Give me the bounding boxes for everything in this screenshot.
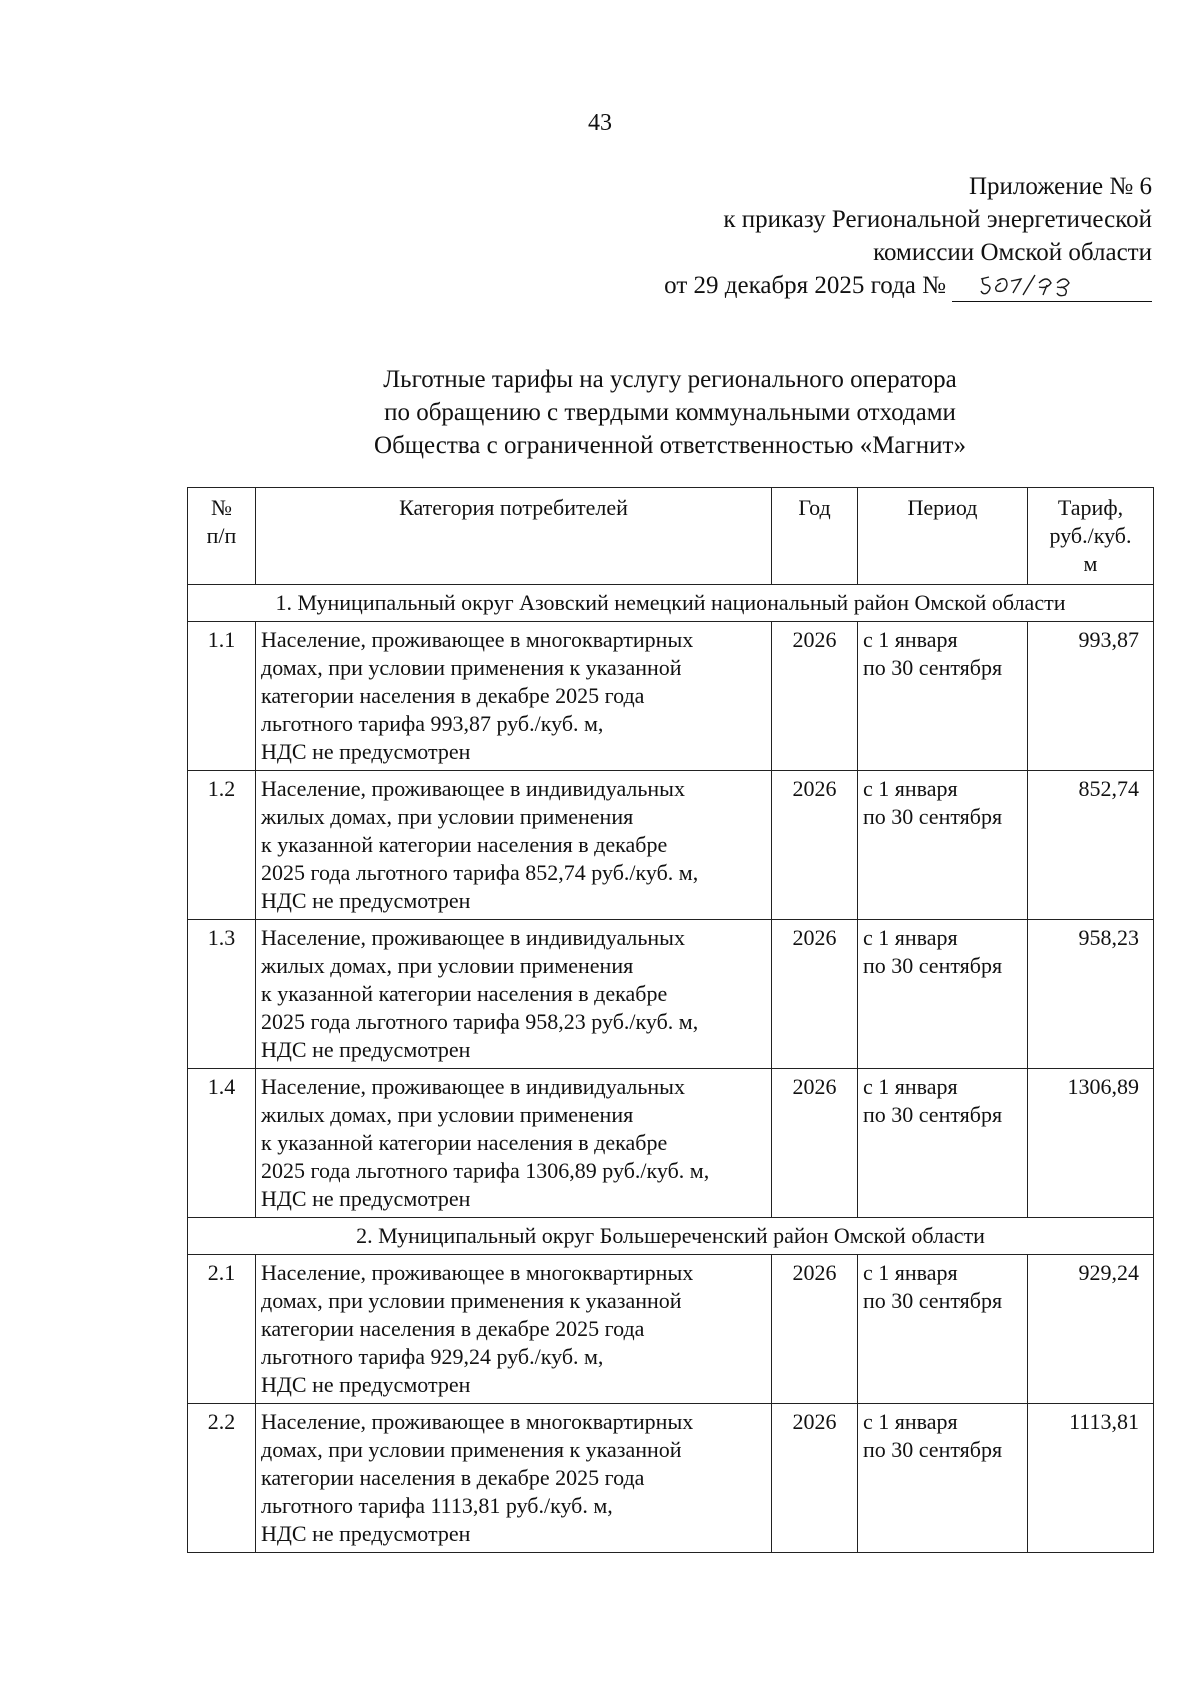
- appendix-date-text: от 29 декабря 2025 года №: [664, 272, 946, 299]
- row-number: 2.2: [188, 1404, 256, 1553]
- table-row: [188, 1404, 1154, 1553]
- category-line: НДС не предусмотрен: [261, 1372, 471, 1397]
- period-line: с 1 января: [863, 627, 958, 652]
- row-year: 2026: [772, 1255, 858, 1404]
- category-line: категории населения в декабре 2025 года: [261, 1465, 645, 1490]
- row-category: [256, 771, 772, 920]
- category-line: Население, проживающее в многоквартирных: [261, 1409, 694, 1434]
- category-line: жилых домах, при условии применения: [261, 1102, 634, 1127]
- category-line: НДС не предусмотрен: [261, 739, 471, 764]
- title-line-2: по обращению с твердыми коммунальными отходами: [384, 399, 956, 426]
- header-tariff: Тариф, руб./куб. м: [1028, 488, 1154, 585]
- period-line: с 1 января: [863, 1074, 958, 1099]
- row-category: [256, 920, 772, 1069]
- category-line: Население, проживающее в многоквартирных: [261, 1260, 694, 1285]
- row-tariff: 852,74: [1028, 771, 1154, 920]
- category-line: к указанной категории населения в декабре: [261, 832, 668, 857]
- row-period: [858, 1404, 1028, 1553]
- period-line: по 30 сентября: [863, 1102, 1003, 1127]
- row-period: [858, 920, 1028, 1069]
- row-year: 2026: [772, 1404, 858, 1553]
- category-line: льготного тарифа 929,24 руб./куб. м,: [261, 1344, 604, 1369]
- appendix-order-line: к приказу Региональной энергетической: [723, 206, 1152, 233]
- row-year: 2026: [772, 920, 858, 1069]
- row-number: 1.3: [188, 920, 256, 1069]
- table-header-row: [188, 488, 1154, 585]
- category-line: льготного тарифа 1113,81 руб./куб. м,: [261, 1493, 613, 1518]
- category-line: НДС не предусмотрен: [261, 888, 471, 913]
- header-number: № п/п: [188, 488, 256, 585]
- category-line: 2025 года льготного тарифа 1306,89 руб./куб. м,: [261, 1158, 710, 1183]
- row-year: 2026: [772, 771, 858, 920]
- header-period: Период: [858, 488, 1028, 585]
- table-row: [188, 771, 1154, 920]
- category-line: к указанной категории населения в декабре: [261, 981, 668, 1006]
- category-line: НДС не предусмотрен: [261, 1186, 471, 1211]
- row-period: [858, 1255, 1028, 1404]
- category-line: Население, проживающее в индивидуальных: [261, 1074, 685, 1099]
- category-line: 2025 года льготного тарифа 852,74 руб./куб. м,: [261, 860, 699, 885]
- row-tariff: 1306,89: [1028, 1069, 1154, 1218]
- category-line: Население, проживающее в многоквартирных: [261, 627, 694, 652]
- section-title: 1. Муниципальный округ Азовский немецкий национальный район Омской области: [188, 585, 1154, 622]
- period-line: по 30 сентября: [863, 953, 1003, 978]
- category-line: домах, при условии применения к указанной: [261, 655, 682, 680]
- document-title: [0, 363, 1200, 462]
- category-line: домах, при условии применения к указанной: [261, 1437, 682, 1462]
- table-row: [188, 1255, 1154, 1404]
- category-line: категории населения в декабре 2025 года: [261, 683, 645, 708]
- row-tariff: 929,24: [1028, 1255, 1154, 1404]
- category-line: жилых домах, при условии применения: [261, 804, 634, 829]
- category-line: домах, при условии применения к указанной: [261, 1288, 682, 1313]
- row-period: [858, 622, 1028, 771]
- page-number: 43: [588, 110, 612, 136]
- header-year: Год: [772, 488, 858, 585]
- header-category: Категория потребителей: [256, 488, 772, 585]
- category-line: Население, проживающее в индивидуальных: [261, 925, 685, 950]
- handwritten-order-number: [977, 273, 1097, 299]
- appendix-title: Приложение № 6: [968, 173, 1152, 200]
- row-number: 2.1: [188, 1255, 256, 1404]
- title-line-3: Общества с ограниченной ответственностью «Магнит»: [374, 432, 966, 459]
- period-line: по 30 сентября: [863, 804, 1003, 829]
- row-tariff: 958,23: [1028, 920, 1154, 1069]
- row-category: [256, 1255, 772, 1404]
- period-line: по 30 сентября: [863, 1288, 1003, 1313]
- category-line: НДС не предусмотрен: [261, 1521, 471, 1546]
- row-period: [858, 771, 1028, 920]
- category-line: Население, проживающее в индивидуальных: [261, 776, 685, 801]
- period-line: с 1 января: [863, 1260, 958, 1285]
- period-line: по 30 сентября: [863, 655, 1003, 680]
- category-line: 2025 года льготного тарифа 958,23 руб./куб. м,: [261, 1009, 699, 1034]
- category-line: жилых домах, при условии применения: [261, 953, 634, 978]
- table-row: [188, 1069, 1154, 1218]
- row-number: 1.2: [188, 771, 256, 920]
- tariff-table: [187, 487, 1154, 1553]
- row-category: [256, 622, 772, 771]
- row-year: 2026: [772, 622, 858, 771]
- row-number: 1.1: [188, 622, 256, 771]
- table-row: [188, 622, 1154, 771]
- category-line: льготного тарифа 993,87 руб./куб. м,: [261, 711, 604, 736]
- period-line: с 1 января: [863, 925, 958, 950]
- section-title: 2. Муниципальный округ Большереченский район Омской области: [188, 1218, 1154, 1255]
- category-line: НДС не предусмотрен: [261, 1037, 471, 1062]
- row-category: [256, 1069, 772, 1218]
- period-line: по 30 сентября: [863, 1437, 1003, 1462]
- table-body: [188, 585, 1154, 1553]
- row-tariff: 993,87: [1028, 622, 1154, 771]
- period-line: с 1 января: [863, 1409, 958, 1434]
- row-tariff: 1113,81: [1028, 1404, 1154, 1553]
- section-row: [188, 585, 1154, 622]
- row-category: [256, 1404, 772, 1553]
- period-line: с 1 января: [863, 776, 958, 801]
- table-row: [188, 920, 1154, 1069]
- row-period: [858, 1069, 1028, 1218]
- appendix-date-line: [664, 269, 1152, 302]
- row-year: 2026: [772, 1069, 858, 1218]
- category-line: к указанной категории населения в декабре: [261, 1130, 668, 1155]
- section-row: [188, 1218, 1154, 1255]
- row-number: 1.4: [188, 1069, 256, 1218]
- category-line: категории населения в декабре 2025 года: [261, 1316, 645, 1341]
- appendix-block: [664, 170, 1152, 302]
- title-line-1: Льготные тарифы на услугу регионального оператора: [383, 366, 957, 393]
- order-number-field: [952, 277, 1152, 302]
- appendix-commission-line: комиссии Омской области: [873, 239, 1152, 266]
